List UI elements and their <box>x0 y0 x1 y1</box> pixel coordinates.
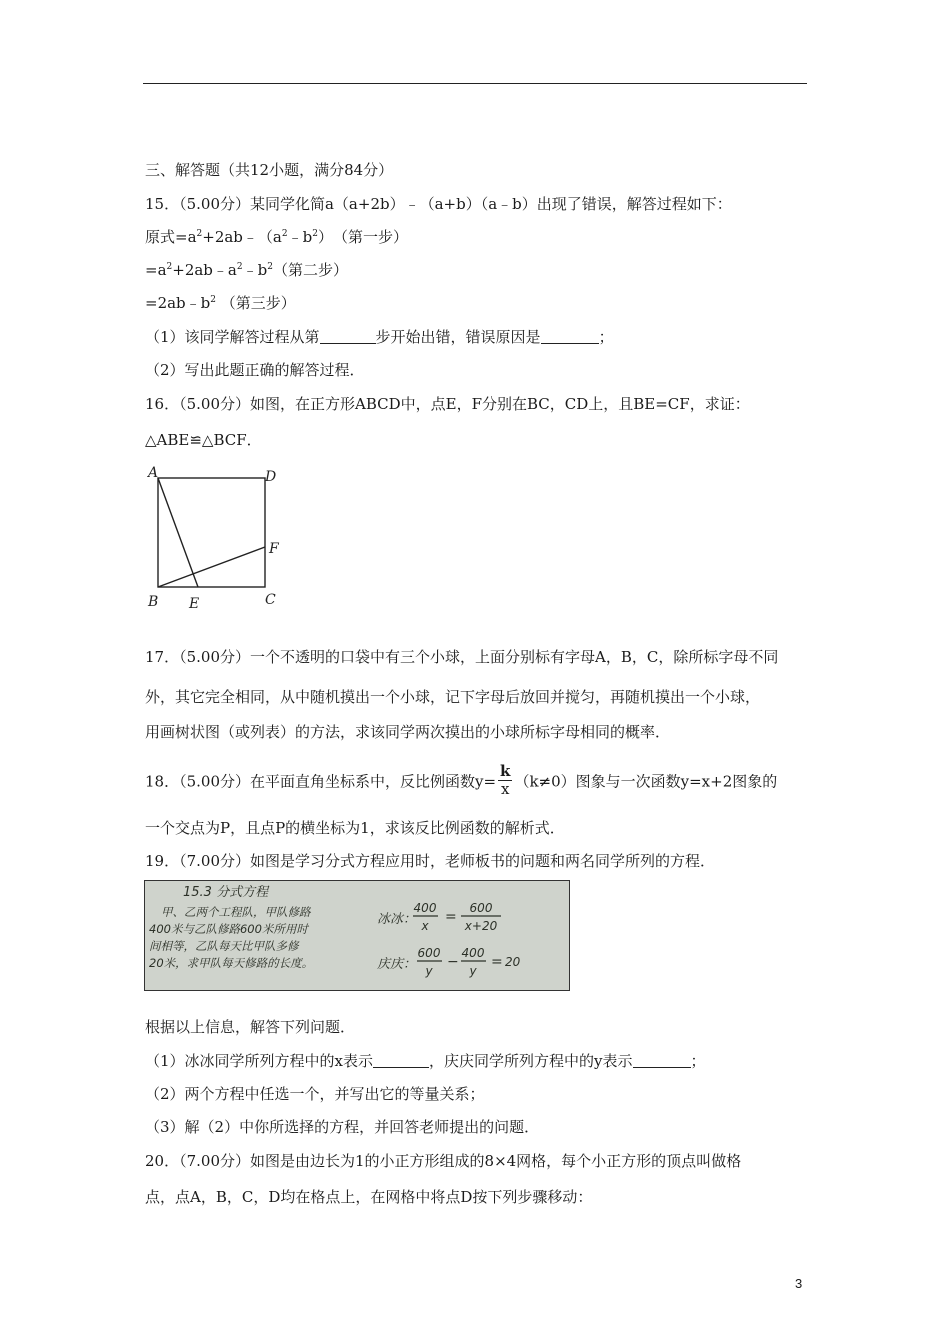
q15-step2: $=a^2+2ab﹣a^2﹣b^2$（第二步） <box>145 261 348 279</box>
q15-step1: 原式$=a^2+2ab﹣(a^2﹣b^2)$ （第一步） <box>145 228 408 246</box>
q19-intro: 根据以上信息，解答下列问题． <box>145 1018 356 1036</box>
q16-stem-2: △ABE≌△BCF． <box>145 431 262 449</box>
svg-text:=: = <box>491 954 503 970</box>
q19-stem: 19．（7.00分）如图是学习分式方程应用时，老师板书的问题和两名同学所列的方程． <box>145 852 715 870</box>
eq2-rhs: 20 <box>505 955 521 969</box>
segment-ae <box>158 478 198 587</box>
eq1-left-numerator: 400 <box>413 901 437 915</box>
q19-part1: （1）冰冰同学所列方程中的x表示 ，庆庆同学所列方程中的y表示 ； <box>145 1052 706 1070</box>
q15-part1: （1）该同学解答过程从第 步开始出错，错误原因是 ； <box>145 328 614 346</box>
q15-part2: （2）写出此题正确的解答过程． <box>145 361 365 379</box>
label-b: B <box>148 594 159 610</box>
q19-part2: （2）两个方程中任选一个，并写出它的等量关系； <box>145 1085 485 1103</box>
q15-step3: $=2ab﹣b^2$ （第三步） <box>145 294 296 312</box>
answer-blank[interactable] <box>320 329 376 344</box>
eq1-right-numerator: 600 <box>469 901 493 915</box>
label-d: D <box>265 469 277 485</box>
q17-line-3: 用画树状图（或列表）的方法，求该同学两次摸出的小球所标字母相同的概率． <box>145 723 671 741</box>
eq2-a-numerator: 600 <box>417 946 441 960</box>
page-number: 3 <box>795 1276 803 1291</box>
eq2-b-denominator: y <box>469 964 477 978</box>
eq1-right-denominator: x+20 <box>464 919 498 933</box>
board-text-line: 400米与乙队修路600米所用时 <box>149 922 308 936</box>
eq2-a-denominator: y <box>425 964 433 978</box>
q19-part3: （3）解（2）中你所选择的方程，并回答老师提出的问题． <box>145 1118 540 1136</box>
label-e: E <box>189 596 200 612</box>
q20-line-1: 20．（7.00分）如图是由边长为1的小正方形组成的8×4网格，每个小正方形的顶点叫做格 <box>145 1152 742 1170</box>
section-title: 三、解答题（共12小题，满分84分） <box>145 161 394 179</box>
board-text-line: 甲、乙两个工程队，甲队修路 <box>161 905 311 919</box>
q15-stem: 15．（5.00分）某同学化简a（a+2b）﹣（a+b）（a﹣b）出现了错误，解答过程如下： <box>145 195 732 213</box>
board-text-line: 间相等，乙队每天比甲队多修 <box>149 939 299 953</box>
blackboard-photo <box>144 880 570 991</box>
answer-blank[interactable] <box>373 1053 429 1068</box>
q20-line-2: 点，点A，B，C，D均在格点上，在网格中将点D按下列步骤移动： <box>145 1188 593 1206</box>
q18-line-2: 一个交点为P，且点P的横坐标为1，求该反比例函数的解析式． <box>145 819 565 837</box>
svg-text:=: = <box>445 909 457 925</box>
board-title: 15.3 分式方程 <box>183 885 269 900</box>
square-figure <box>140 460 300 615</box>
fraction-k-over-x: $\frac{k}{x}$ <box>500 762 511 798</box>
label-a: A <box>148 465 159 481</box>
answer-blank[interactable] <box>541 329 599 344</box>
q17-line-1: 17．（5.00分）一个不透明的口袋中有三个小球，上面分别标有字母A，B，C，除所标字母不同 <box>145 648 779 666</box>
q18-line-1: 18．（5.00分）在平面直角坐标系中，反比例函数y= $\frac{k}{x}$ （k≠0）图象与一次函数y=x+2图象的 <box>145 762 778 798</box>
board-equations <box>377 895 567 987</box>
segment-bf <box>158 547 265 587</box>
eq2-b-numerator: 400 <box>461 946 485 960</box>
qingqing-label: 庆庆： <box>377 957 417 972</box>
answer-blank[interactable] <box>633 1053 691 1068</box>
header-rule <box>143 83 807 84</box>
label-c: C <box>265 592 276 608</box>
label-f: F <box>269 541 279 557</box>
svg-text:−: − <box>447 954 459 970</box>
q16-stem: 16．（5.00分）如图，在正方形ABCD中，点E，F分别在BC，CD上，且BE=CF，求证： <box>145 395 750 413</box>
square-abcd <box>158 478 265 587</box>
bingbing-label: 冰冰： <box>377 912 417 927</box>
board-text-line: 20米，求甲队每天修路的长度。 <box>149 956 314 970</box>
q17-line-2: 外，其它完全相同，从中随机摸出一个小球，记下字母后放回并搅匀，再随机摸出一个小球， <box>145 688 761 706</box>
eq1-left-denominator: x <box>421 919 429 933</box>
